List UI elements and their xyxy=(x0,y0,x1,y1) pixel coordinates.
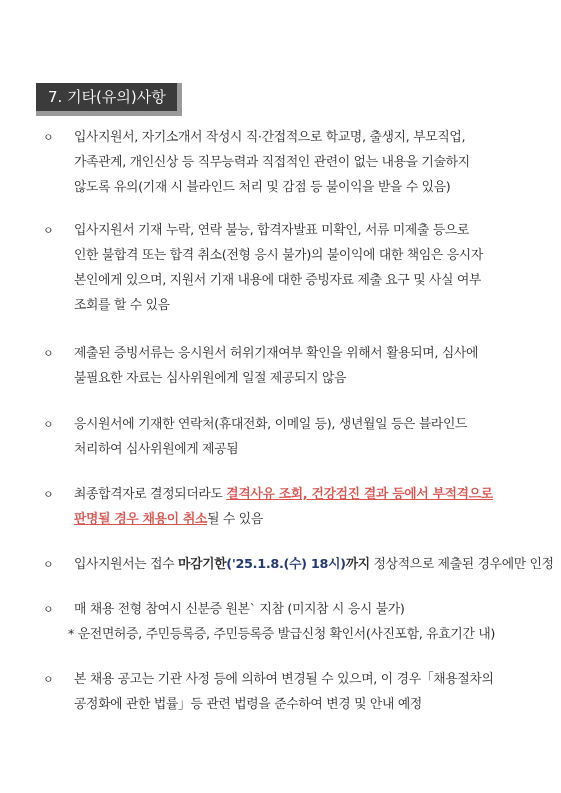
item-line: 입사지원서, 자기소개서 작성시 직·간접적으로 학교명, 출생지, 부모직업, xyxy=(74,130,466,145)
list-item xyxy=(43,552,554,577)
list-item xyxy=(43,218,528,318)
item-line: 응시원서에 기재한 연락처(휴대전화, 이메일 등), 생년월일 등은 블라인드 xyxy=(74,417,468,432)
item-line xyxy=(58,507,528,532)
list-item xyxy=(43,597,528,622)
item-line: 불필요한 자료는 심사위원에게 일절 제공되지 않음 xyxy=(74,371,347,386)
item-text: 입사지원서는 접수 xyxy=(74,557,179,572)
item-text: 정상적으로 제출된 경우에만 인정 xyxy=(369,557,554,572)
deadline-label: 마감기한 xyxy=(178,557,227,572)
item-line: 매 채용 전형 참여시 신분증 원본` 지참 (미지참 시 응시 불가) xyxy=(74,602,405,617)
item-text: 될 수 있음 xyxy=(207,512,263,527)
item-line: 본인에게 있으며, 지원서 기재 내용에 대한 증빙자료 제출 요구 및 사실 여부 xyxy=(74,273,482,288)
item-line: 본 채용 공고는 기관 사정 등에 의하여 변경될 수 있으며, 이 경우「채용절차의 xyxy=(74,672,494,687)
id-note: * 운전면허증, 주민등록증, 주민등록증 발급신청 확인서(사진포함, 유효기간 내) xyxy=(68,627,496,642)
list-item xyxy=(43,482,528,532)
bullet-icon: ㅇ xyxy=(43,603,54,616)
item-line: 입사지원서 기재 누락, 연락 불능, 합격자발표 미확인, 서류 미제출 등으로 xyxy=(74,223,470,238)
section-title: 7. 기타(유의)사항 xyxy=(36,83,182,116)
item-line: 처리하여 심사위원에게 제공됨 xyxy=(74,442,239,457)
item-text: 최종합격자로 결정되더라도 xyxy=(74,487,227,502)
item-line: 제출된 증빙서류는 응시원서 허위기재여부 확인을 위해서 활용되며, 심사에 xyxy=(74,346,479,361)
bullet-icon: ㅇ xyxy=(43,224,54,237)
warning-highlight: 결격사유 조회, 건강검진 결과 등에서 부적격으로 xyxy=(226,487,493,502)
item-line xyxy=(58,482,528,507)
item-line: 조회를 할 수 있음 xyxy=(74,298,170,313)
deadline-suffix: 까지 xyxy=(345,557,370,572)
bullet-icon: ㅇ xyxy=(43,673,54,686)
item-line: 않도록 유의(기재 시 블라인드 처리 및 감점 등 불이익을 받을 수 있음) xyxy=(74,180,451,195)
list-item xyxy=(43,667,528,717)
deadline-date: ('25.1.8.(수) 18시) xyxy=(226,557,346,572)
bullet-icon: ㅇ xyxy=(43,131,54,144)
bullet-icon: ㅇ xyxy=(43,347,54,360)
bullet-icon: ㅇ xyxy=(43,488,54,501)
item-line: 가족관계, 개인신상 등 직무능력과 직접적인 관련이 없는 내용을 기술하지 xyxy=(74,155,470,170)
warning-highlight: 판명될 경우 채용이 취소 xyxy=(74,512,208,527)
list-item xyxy=(43,341,528,391)
item-line: 공정화에 관한 법률」등 관련 법령을 준수하여 변경 및 안내 예정 xyxy=(74,697,422,712)
item-line: 인한 불합격 또는 합격 취소(전형 응시 불가)의 불이익에 대한 책임은 응시자 xyxy=(74,248,483,263)
item-line xyxy=(58,552,554,577)
list-item xyxy=(43,125,528,200)
bullet-icon: ㅇ xyxy=(43,418,54,431)
list-item xyxy=(43,412,528,462)
bullet-icon: ㅇ xyxy=(43,558,54,571)
